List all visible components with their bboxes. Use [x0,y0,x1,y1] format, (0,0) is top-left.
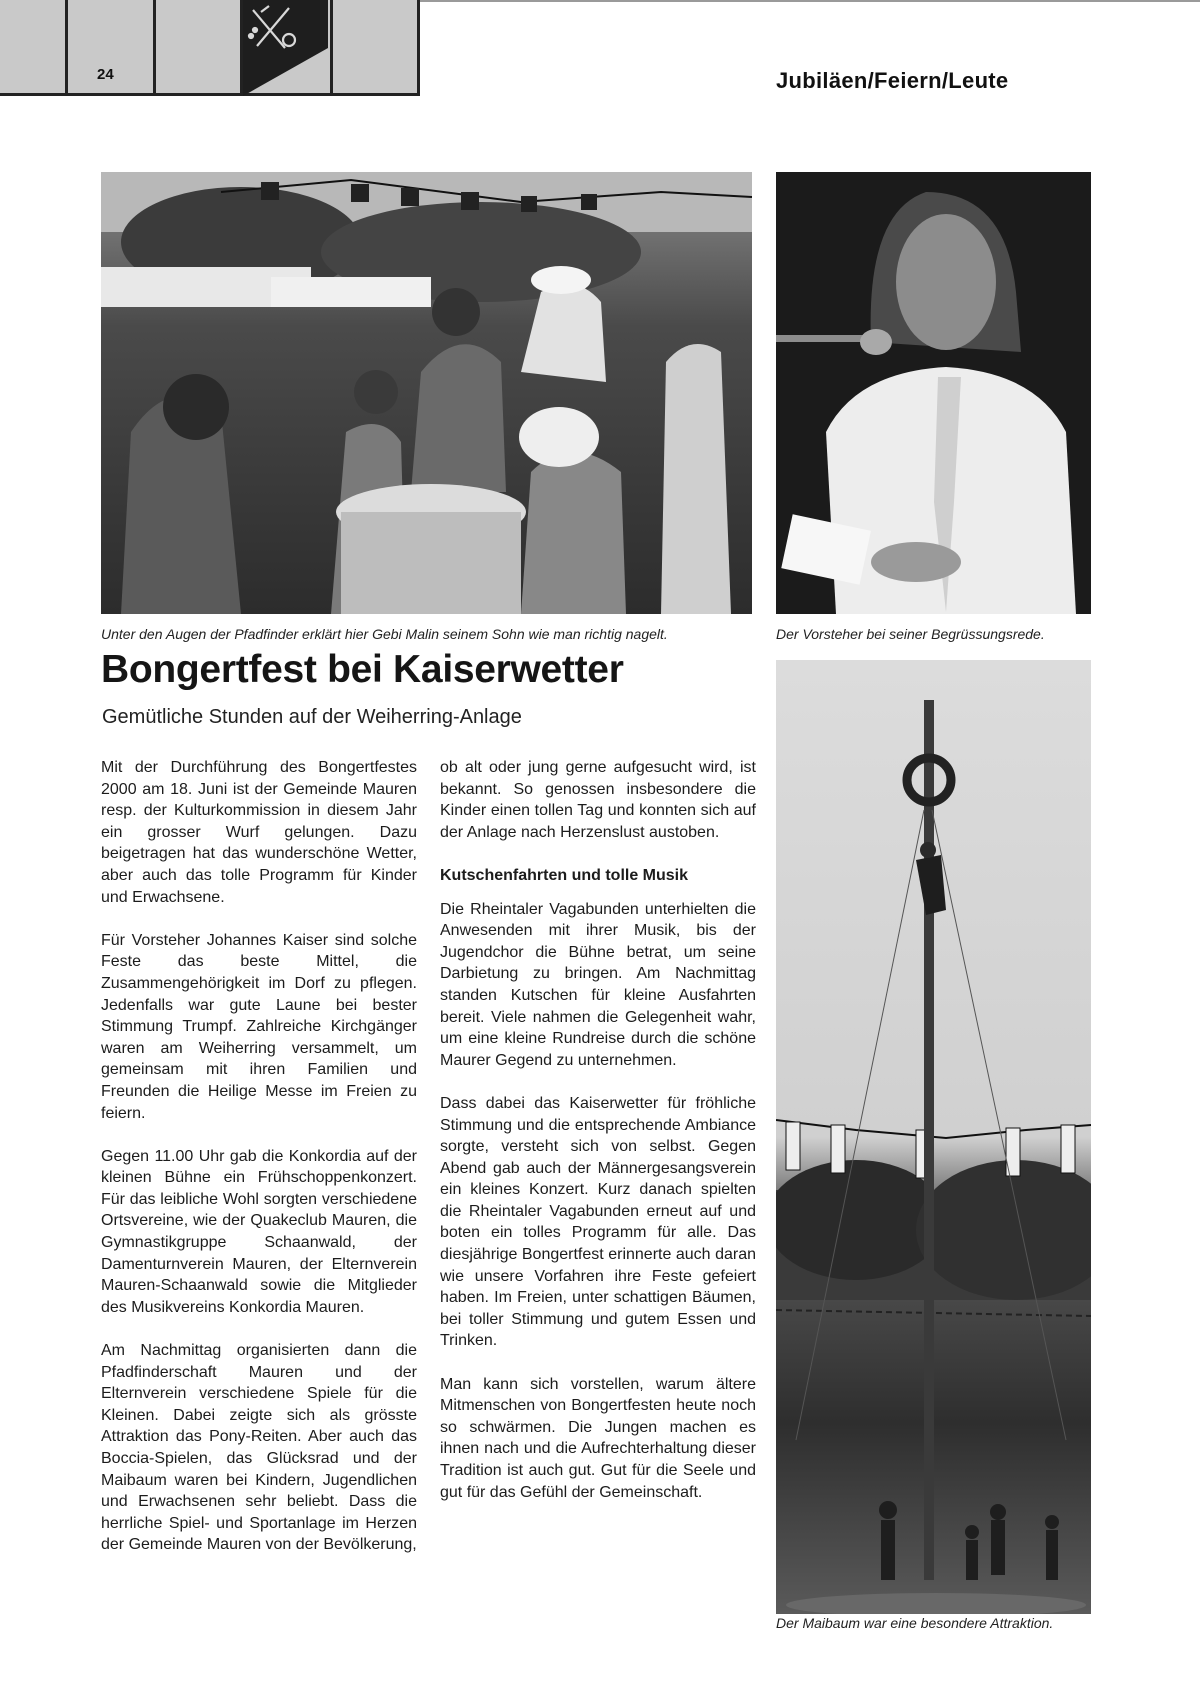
main-photo-caption: Unter den Augen der Pfadfinder erklärt hier Gebi Malin seinem Sohn wie man richtig nagelt. [101,626,668,642]
article-column-1 [101,757,417,1578]
section-title: Jubiläen/Feiern/Leute [776,68,1009,93]
header-divider [65,0,68,96]
speaker-photo [776,172,1091,614]
header-divider [153,0,156,96]
header-base-rule [0,93,420,96]
speaker-photo-caption: Der Vorsteher bei seiner Begrüssungsrede. [776,626,1045,642]
article-headline: Bongertfest bei Kaiserwetter [101,648,624,691]
paragraph: Dass dabei das Kaiserwetter für fröhliche Stimmung und die entsprechende Ambiance sorgte, versteht sich von selbst. Gegen Abend gab auch der Männergesangsverein ein kleines Konzert. Kurz danach spielten die Rheintaler Vagabunden erneut auf und boten ein tolles Programm für alle. Das diesjährige Bongertfest erinnerte auch daran wie unsere Vorfahren ihre Feste gefeiert haben. Im Freien, unter schattigen Bäumen, bei toller Stimmung und gutem Essen und Trinken. [440,1094,756,1350]
header-divider [330,0,333,96]
page-number: 24 [97,66,114,83]
crossed-tools-icon [243,0,328,96]
paragraph: Die Rheintaler Vagabunden unterhielten die Anwesenden mit ihrer Musik, bis der Jugendchor die Bühne betrat, um seine Darbietung zu bringen. Am Nachmittag standen Kutschen für kleine Ausfahrten bereit. Viele nahmen die Gelegenheit wahr, um eine kleine Rundreise durch die schöne Maurer Gegend zu unternehmen. [440,900,756,1069]
header-strip [0,0,420,96]
paragraph: Für Vorsteher Johannes Kaiser sind solche Feste das beste Mittel, die Zusammengehörigkeit im Dorf zu pflegen. Jedenfalls war gute Laune bei bester Stimmung Trumpf. Zahlreiche Kirchgänger waren am Weiherring versammelt, um gemeinsam mit ihren Familien und Freunden die Heilige Messe im Freien zu feiern. [101,931,417,1122]
paragraph: Am Nachmittag organisierten dann die Pfadfinderschaft Mauren und der Elternverein verschiedene Spiele für die Kleinen. Dabei zeigte sich als grösste Attraktion das Pony-Reiten. Aber auch das Boccia-Spielen, das Glücksrad und der Maibaum waren bei Kindern, Jugendlichen und Erwachsenen sehr beliebt. Dass die herrliche Spiel- und Sportanlage im Herzen der Gemeinde Mauren von der Bevölkerung, [101,1342,417,1554]
maypole-photo-caption: Der Maibaum war eine besondere Attraktion. [776,1615,1054,1631]
paragraph: Mit der Durchführung des Bongertfestes 2000 am 18. Juni ist der Gemeinde Mauren resp. der Kulturkommission in diesem Jahr ein grosser Wurf gelungen. Dazu beigetragen hat das wunderschöne Wetter, aber auch das tolle Programm für Kinder und Erwachsene. [101,759,417,906]
paragraph: ob alt oder jung gerne aufgesucht wird, ist bekannt. So genossen insbesondere die Kinder einen tollen Tag und konnten sich auf der Anlage nach Herzenslust austoben. [440,759,756,841]
maypole-photo [776,660,1091,1614]
article-column-2 [440,757,756,1525]
section-subheading: Kutschenfahrten und tolle Musik [440,866,689,884]
paragraph: Gegen 11.00 Uhr gab die Konkordia auf der kleinen Bühne ein Frühschoppenkonzert. Für das leibliche Wohl sorgten verschiedene Ortsvereine, wie der Quakeclub Mauren, die Gymnastikgruppe Schaanwald, der Damenturnverein Mauren, der Elternverein Mauren-Schaanwald sowie die Mitglieder des Musikvereins Konkordia Mauren. [101,1147,417,1316]
paragraph: Man kann sich vorstellen, warum ältere Mitmenschen von Bongertfesten heute noch so schwärmen. Die Jungen machen es ihnen nach und die Aufrechterhaltung dieser Tradition ist auch gut. Gut für die Seele und gut für das Gefühl der Gemeinschaft. [440,1375,756,1501]
main-photo [101,172,752,614]
header-divider [417,0,420,96]
article-subheadline: Gemütliche Stunden auf der Weiherring-Anlage [102,706,522,728]
